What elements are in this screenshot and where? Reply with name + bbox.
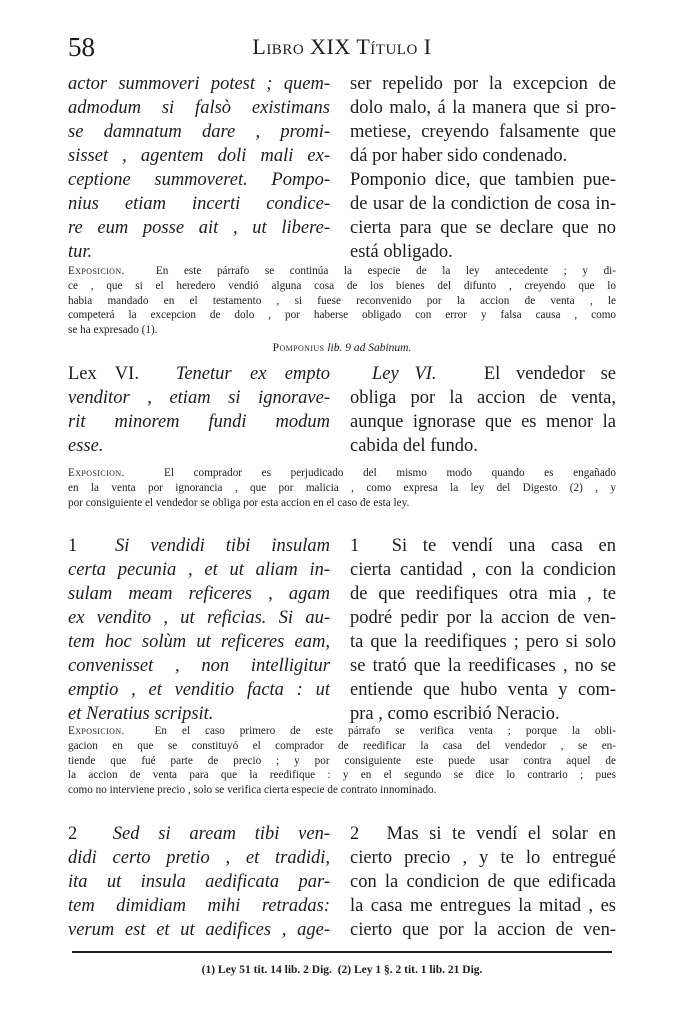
- latin-text: Si vendidi tibi insulam: [114, 536, 330, 556]
- spanish-line: cabida del fundo.: [350, 436, 478, 456]
- latin-column: [68, 822, 330, 942]
- spanish-line: [350, 362, 616, 386]
- latin-line: verum est et ut aedifices , age-: [68, 920, 330, 940]
- spanish-line: de que reedifiques otra mia , te: [350, 584, 616, 604]
- section-1-block: [68, 534, 616, 730]
- spanish-line: cierto precio , y te lo entregué: [350, 848, 616, 868]
- footnote-1: (1) Ley 51 tit. 14 lib. 2 Dig.: [201, 964, 332, 976]
- spanish-line: podré pedir por la accion de ven-: [350, 608, 616, 628]
- spanish-line: está obligado.: [350, 242, 453, 262]
- latin-line: emptio , et venditio facta : ut: [68, 680, 330, 700]
- exposition-paragraph: [68, 466, 616, 510]
- spanish-line: ta que la reedifiques ; pero si solo: [350, 632, 616, 652]
- latin-line: convenisset , non intelligitur: [68, 656, 330, 676]
- latin-column: [68, 534, 330, 726]
- spanish-line: [350, 822, 616, 846]
- latin-line: [68, 822, 330, 846]
- latin-line: admodum si falsò existimans: [68, 98, 330, 118]
- exposition-label: Exposicion.: [68, 265, 125, 277]
- spanish-column: [350, 534, 616, 726]
- latin-line: re eum posse ait , ut libere-: [68, 218, 330, 238]
- latin-line: ita ut insula aedificata par-: [68, 872, 330, 892]
- spanish-line: pra , como escribió Neracio.: [350, 704, 560, 724]
- source-author: Pomponius: [272, 342, 325, 354]
- latin-line: venditor , etiam si ignorave-: [68, 388, 330, 408]
- spanish-line: cierta cantidad , con la condicion: [350, 560, 616, 580]
- footnote-rule: [72, 951, 612, 953]
- latin-line: ceptione summoveret. Pompo-: [68, 170, 330, 190]
- spanish-line: obliga por la accion de venta,: [350, 388, 616, 408]
- latin-line: tem hoc solùm ut reficeres eam,: [68, 632, 330, 652]
- spanish-column: [350, 362, 616, 458]
- latin-line: tem dimidiam mihi retradas:: [68, 896, 330, 916]
- section-number: 1: [68, 536, 78, 556]
- spanish-line: dá por haber sido condenado.: [350, 146, 568, 166]
- exposition-line: por consiguiente el vendedor se obliga por esta accion en el caso de esta ley.: [68, 496, 410, 509]
- exposition-label: Exposicion.: [68, 725, 125, 737]
- latin-line: ex vendito , ut reficias. Si au-: [68, 608, 330, 628]
- latin-line: se damnatum dare , promi-: [68, 122, 330, 142]
- section-number: 2: [350, 824, 360, 844]
- latin-line: et Neratius scripsit.: [68, 704, 214, 724]
- spanish-text: El vendedor se: [483, 364, 616, 384]
- spanish-line: cierto que por la accion de ven-: [350, 920, 616, 940]
- lex-vi-block: [68, 362, 616, 462]
- section-2-block: [68, 822, 616, 946]
- exposition-line: [68, 466, 616, 481]
- exposition-line: habia mandado en el testamento , si fuese reconvenido por la accion de venta , le: [68, 294, 616, 307]
- spanish-line: cierta para que se declare que no: [350, 218, 616, 238]
- exposition-line: competerá la excepcion de dolo , por haberse obligado con error y falsa causa , como: [68, 309, 616, 322]
- source-citation: [68, 342, 616, 354]
- continuation-block: [68, 72, 616, 268]
- exposition-line: en la venta por ignorancia , que por malicia , como expresa la ley del Digesto (2) , y: [68, 481, 616, 494]
- lex-number: Lex VI.: [68, 364, 139, 384]
- latin-line: rit minorem fundi modum: [68, 412, 330, 432]
- spanish-text: Si te vendí una casa en: [391, 536, 616, 556]
- exposition-line: ce , que si el heredero vendió alguna cosa de los bienes del difunto , creyendo que lo: [68, 279, 616, 292]
- spanish-line: [350, 534, 616, 558]
- spanish-column: [350, 822, 616, 942]
- spanish-line: dolo malo, á la manera que si pro-: [350, 98, 616, 118]
- latin-line: esse.: [68, 436, 104, 456]
- exposition-line: como no interviene precio , solo se verifica cierta especie de contrato innominado.: [68, 784, 437, 797]
- spanish-line: Pomponio dice, que tambien pue-: [350, 170, 616, 190]
- latin-line: sisset , agentem doli mali ex-: [68, 146, 330, 166]
- spanish-line: ser repelido por la excepcion de: [350, 74, 616, 94]
- exposition-label: Exposicion.: [68, 467, 125, 479]
- latin-line: [68, 534, 330, 558]
- latin-line: nius etiam incerti condice-: [68, 194, 330, 214]
- exposition-line: gacion en que se constituyó el comprador de reedificar la casa del vendedor , se en-: [68, 739, 616, 752]
- latin-text: Sed si aream tibi ven-: [112, 824, 330, 844]
- spanish-line: de usar de la condiction de cosa in-: [350, 194, 616, 214]
- exposition-line: [68, 724, 616, 739]
- exposition-text: En este párrafo se continúa la especie de la ley antecedente ; y di-: [155, 265, 616, 277]
- spanish-line: la casa me entregues la mitad , es: [350, 896, 616, 916]
- latin-line: actor summoveri potest ; quem-: [68, 74, 330, 94]
- exposition-line: [68, 264, 616, 279]
- exposition-paragraph: [68, 724, 616, 798]
- latin-line: sulam meam reficeres , agam: [68, 584, 330, 604]
- footnote-2: (2) Ley 1 §. 2 tit. 1 lib. 21 Dig.: [337, 964, 483, 976]
- spanish-line: entiende que hubo venta y com-: [350, 680, 616, 700]
- page-number: 58: [68, 32, 95, 62]
- spanish-line: aunque ignorase que es menor la: [350, 412, 616, 432]
- exposition-line: la accion de venta para que la reedifique : y en el segundo se dice lo contrario ; pues: [68, 769, 616, 782]
- page-header: [68, 32, 616, 64]
- latin-column: [68, 362, 330, 458]
- latin-line: didi certo pretio , et tradidi,: [68, 848, 330, 868]
- latin-line: certa pecunia , et ut aliam in-: [68, 560, 330, 580]
- exposition-line: se ha expresado (1).: [68, 324, 158, 337]
- spanish-column: [350, 72, 616, 264]
- spanish-line: se trató que la reedificases , no se: [350, 656, 616, 676]
- footnotes: [68, 964, 616, 976]
- exposition-paragraph: [68, 264, 616, 338]
- source-reference: lib. 9 ad Sabinum.: [327, 342, 412, 354]
- latin-text: Tenetur ex empto: [175, 364, 330, 384]
- latin-line: [68, 362, 330, 386]
- ley-number: Ley VI.: [372, 364, 437, 384]
- spanish-line: con la condicion de que edificada: [350, 872, 616, 892]
- exposition-text: El comprador es perjudicado del mismo modo quando es engañado: [163, 467, 616, 479]
- exposition-text: En el caso primero de este párrafo se verifica venta ; porque la obli-: [154, 725, 616, 737]
- running-title: Libro XIX Título I: [252, 34, 432, 59]
- latin-column: [68, 72, 330, 264]
- latin-line: tur.: [68, 242, 93, 262]
- section-number: 1: [350, 536, 360, 556]
- section-number: 2: [68, 824, 78, 844]
- spanish-text: Mas si te vendí el solar en: [386, 824, 616, 844]
- spanish-line: metiese, creyendo falsamente que: [350, 122, 616, 142]
- exposition-line: tiende que fué parte de precio ; y por consiguiente este puede usar contra aquel de: [68, 754, 616, 767]
